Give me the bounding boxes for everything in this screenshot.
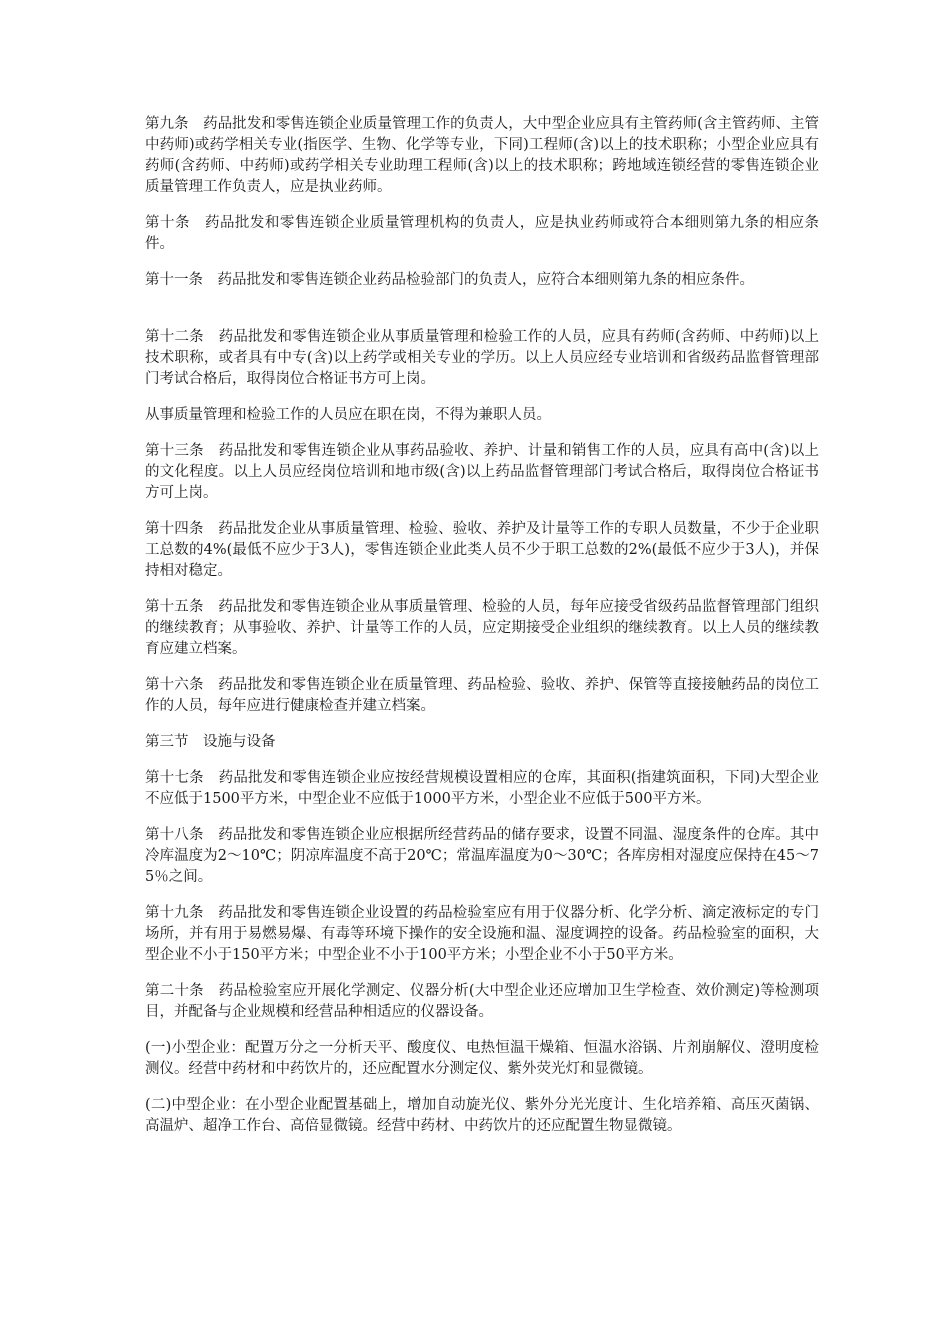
- article-12: 第十二条 药品批发和零售连锁企业从事质量管理和检验工作的人员，应具有药师(含药师、中药师)以上技术职称，或者具有中专(含)以上药学或相关专业的学历。以上人员应经专业培训和省级药品监督管理部门考试合格后，取得岗位合格证书方可上岗。: [145, 329, 819, 387]
- article-10: 第十条 药品批发和零售连锁企业质量管理机构的负责人，应是执业药师或符合本细则第九条的相应条件。: [145, 215, 819, 252]
- article-17: 第十七条 药品批发和零售连锁企业应按经营规模设置相应的仓库，其面积(指建筑面积，下同)大型企业不应低于1500平方米，中型企业不应低于1000平方米，小型企业不应低于500平方米。: [145, 770, 819, 807]
- article-20-item-2: (二)中型企业：在小型企业配置基础上，增加自动旋光仪、紫外分光光度计、生化培养箱、高压灭菌锅、高温炉、超净工作台、高倍显微镜。经营中药材、中药饮片的还应配置生物显微镜。: [145, 1097, 819, 1134]
- article-20-item-1: (一)小型企业：配置万分之一分析天平、酸度仪、电热恒温干燥箱、恒温水浴锅、片剂崩解仪、澄明度检测仪。经营中药材和中药饮片的，还应配置水分测定仪、紫外荧光灯和显微镜。: [145, 1040, 819, 1077]
- article-20: 第二十条 药品检验室应开展化学测定、仪器分析(大中型企业还应增加卫生学检查、效价测定)等检测项目，并配备与企业规模和经营品种相适应的仪器设备。: [145, 983, 819, 1020]
- article-11: 第十一条 药品批发和零售连锁企业药品检验部门的负责人，应符合本细则第九条的相应条件。: [145, 272, 754, 288]
- section-heading: 第三节 设施与设备: [145, 734, 276, 750]
- article-15: 第十五条 药品批发和零售连锁企业从事质量管理、检验的人员，每年应接受省级药品监督管理部门组织的继续教育；从事验收、养护、计量等工作的人员，应定期接受企业组织的继续教育。以上人员的继续教育应建立档案。: [145, 599, 819, 657]
- article-14: 第十四条 药品批发企业从事质量管理、检验、验收、养护及计量等工作的专职人员数量，不少于企业职工总数的4%(最低不应少于3人)，零售连锁企业此类人员不少于职工总数的2%(最低不应少于3人)，并保持相对稳定。: [145, 521, 819, 579]
- document-body: [145, 114, 819, 1152]
- article-16: 第十六条 药品批发和零售连锁企业在质量管理、药品检验、验收、养护、保管等直接接触药品的岗位工作的人员，每年应进行健康检查并建立档案。: [145, 677, 819, 714]
- article-13: 第十三条 药品批发和零售连锁企业从事药品验收、养护、计量和销售工作的人员，应具有高中(含)以上的文化程度。以上人员应经岗位培训和地市级(含)以上药品监督管理部门考试合格后，取得岗位合格证书方可上岗。: [145, 443, 819, 501]
- article-12-note: 从事质量管理和检验工作的人员应在职在岗，不得为兼职人员。: [145, 407, 551, 423]
- article-18: 第十八条 药品批发和零售连锁企业应根据所经营药品的储存要求，设置不同温、湿度条件的仓库。其中冷库温度为2～10℃；阴凉库温度不高于20℃；常温库温度为0～30℃；各库房相对湿度应保持在45～75％之间。: [145, 827, 819, 885]
- article-19: 第十九条 药品批发和零售连锁企业设置的药品检验室应有用于仪器分析、化学分析、滴定液标定的专门场所，并有用于易燃易爆、有毒等环境下操作的安全设施和温、湿度调控的设备。药品检验室的面积，大型企业不小于150平方米；中型企业不小于100平方米；小型企业不小于50平方米。: [145, 905, 819, 963]
- article-9: 第九条 药品批发和零售连锁企业质量管理工作的负责人，大中型企业应具有主管药师(含主管药师、主管中药师)或药学相关专业(指医学、生物、化学等专业，下同)工程师(含)以上的技术职称；小型企业应具有药师(含药师、中药师)或药学相关专业助理工程师(含)以上的技术职称；跨地域连锁经营的零售连锁企业质量管理工作负责人，应是执业药师。: [145, 116, 819, 195]
